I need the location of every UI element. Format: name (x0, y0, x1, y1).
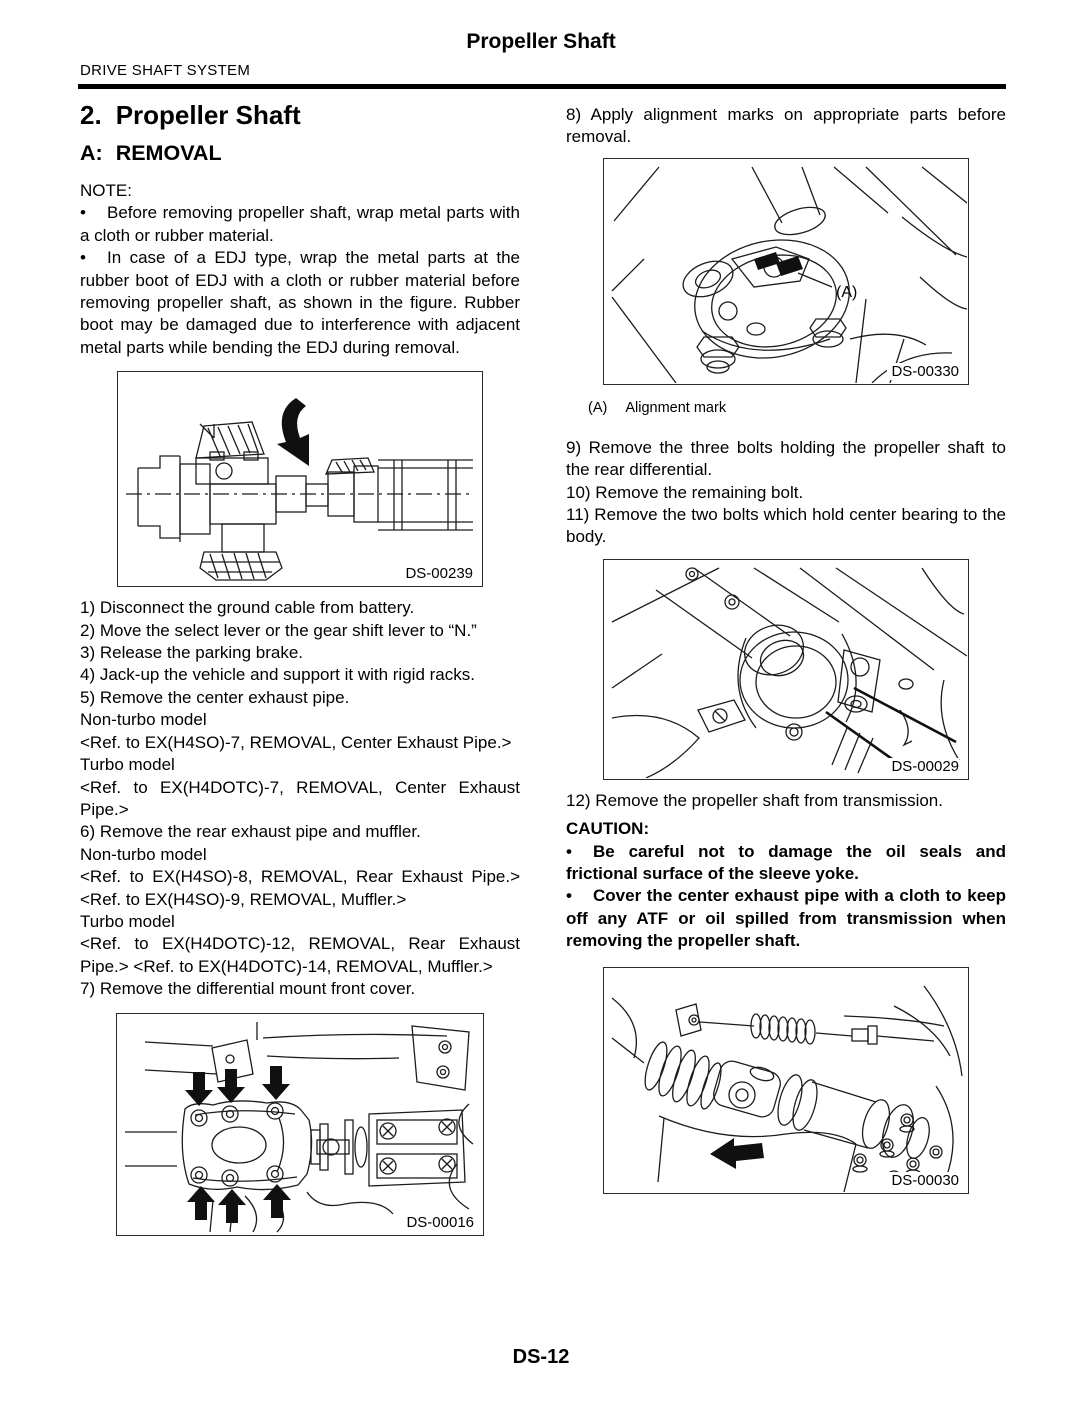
propeller-shaft-removal-drawing (604, 968, 967, 1192)
step-text: 6) Remove the rear exhaust pipe and muffler. (80, 822, 421, 842)
bullet-marker: • (80, 203, 86, 223)
figure-ds-00030 (603, 967, 969, 1194)
section-heading: 2. Propeller Shaft (80, 100, 301, 130)
step-text: 8) Apply alignment marks on appropriate parts before removal. (566, 105, 1006, 147)
step-text: 5) Remove the center exhaust pipe. (80, 687, 350, 707)
step-text: 11) Remove the two bolts which hold center bearing to the body. (566, 505, 1006, 547)
figure-label: DS-00239 (401, 565, 473, 582)
center-bearing-drawing (604, 560, 967, 778)
down-arrow-icon (217, 1069, 245, 1103)
step-text: 7) Remove the differential mount front cover. (80, 979, 416, 999)
header-rule (78, 84, 1006, 89)
bullet-marker: • (566, 886, 572, 906)
section-label: DRIVE SHAFT SYSTEM (80, 62, 251, 79)
caution-bullet: • Cover the center exhaust pipe with a cloth to keep off any ATF or oil spilled from transmission when removing the propeller shaft. (566, 886, 1006, 951)
differential-mount-cover-drawing (117, 1014, 482, 1234)
alignment-mark-drawing (604, 159, 967, 383)
figure-label: DS-00029 (887, 758, 959, 775)
figure-ds-00239 (117, 371, 483, 587)
step-text: 9) Remove the three bolts holding the propeller shaft to the rear differential. (566, 437, 1006, 480)
reference-text: <Ref. to EX(H4SO)-7, REMOVAL, Center Exhaust Pipe.> (80, 732, 512, 752)
caution-label: CAUTION: (566, 819, 650, 839)
step-text: 3) Release the parking brake. (80, 643, 304, 663)
step-text: 2) Move the select lever or the gear shift lever to “N.” (80, 620, 477, 640)
figure-ds-00330 (603, 158, 969, 385)
page-title: Propeller Shaft (466, 30, 616, 53)
bullet-marker: • (566, 841, 572, 861)
pointer-line (854, 688, 956, 742)
up-arrow-icon (187, 1186, 215, 1220)
figure-label: DS-00016 (402, 1214, 474, 1231)
step-text: Turbo model (80, 911, 175, 931)
note-bullet: • In case of a EDJ type, wrap the metal parts at the rubber boot of EDJ with a cloth or rubber material before removing propeller shaft, as shown in the figure. Rubber boot may be damaged due to interference with adjacent metal parts while bending the EDJ during removal. (80, 248, 520, 357)
step-text: Non-turbo model (80, 844, 207, 864)
down-arrow-icon (185, 1072, 213, 1106)
reference-text: <Ref. to EX(H4DOTC)-12, REMOVAL, Rear Exhaust Pipe.> <Ref. to EX(H4DOTC)-14, REMOVAL, Muffler.> (80, 934, 520, 976)
note-bullet: • Before removing propeller shaft, wrap metal parts with a cloth or rubber material. (80, 203, 520, 245)
down-arrow-icon (262, 1066, 290, 1100)
right-column (566, 98, 1006, 1204)
figure-ds-00029 (603, 559, 969, 780)
figure-annotation: (A) (836, 283, 858, 301)
step-text: Non-turbo model (80, 710, 207, 730)
curved-arrow-icon (277, 398, 309, 466)
caution-block (566, 818, 1006, 952)
reference-text: <Ref. to EX(H4DOTC)-7, REMOVAL, Center Exhaust Pipe.> (80, 777, 520, 819)
caution-bullet: • Be careful not to damage the oil seals and frictional surface of the sleeve yoke. (566, 841, 1006, 884)
figure-caption: (A) Alignment mark (588, 399, 727, 416)
bullet-marker: • (80, 248, 86, 268)
step-text: 10) Remove the remaining bolt. (566, 482, 804, 502)
figure-label: DS-00330 (887, 363, 959, 380)
step-text: 12) Remove the propeller shaft from transmission. (566, 790, 943, 810)
reference-text: <Ref. to EX(H4SO)-8, REMOVAL, Rear Exhaust Pipe.> <Ref. to EX(H4SO)-9, REMOVAL, Muffler.> (80, 867, 520, 909)
propeller-shaft-cross-section-drawing (118, 372, 481, 585)
note-label: NOTE: (80, 181, 132, 200)
page-number: DS-12 (512, 1346, 570, 1368)
up-arrow-icon (218, 1189, 246, 1223)
step-text: 4) Jack-up the vehicle and support it with rigid racks. (80, 665, 475, 685)
left-arrow-icon (710, 1138, 764, 1169)
figure-ds-00016 (116, 1013, 484, 1236)
figure-label: DS-00030 (887, 1172, 959, 1189)
step-text: 1) Disconnect the ground cable from battery. (80, 598, 415, 618)
subsection-heading: A: REMOVAL (80, 141, 222, 165)
step-text: Turbo model (80, 755, 175, 775)
left-column (80, 98, 520, 1246)
